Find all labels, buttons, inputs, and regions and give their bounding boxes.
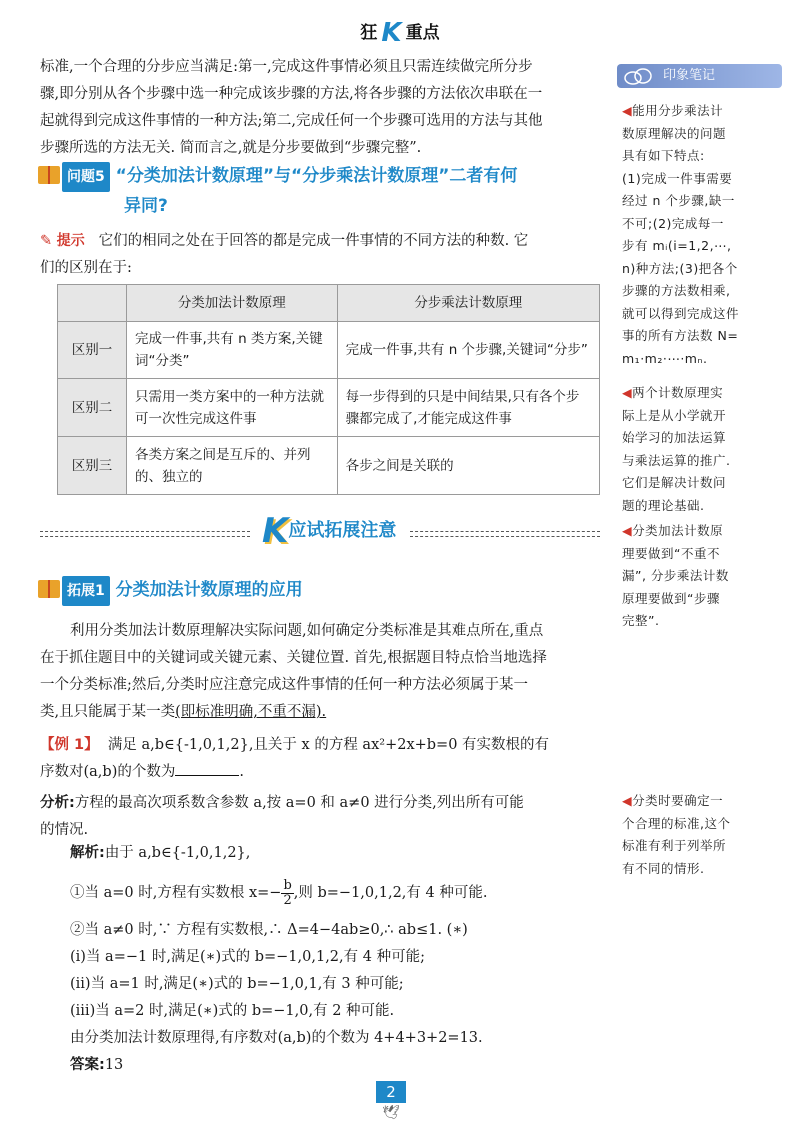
note-line: 有不同的情形. <box>622 860 705 876</box>
ext-line: 在于抓住题目中的关键词或关键元素、关键位置. 首先,根据题目特点恰当地选择 <box>40 650 547 666</box>
note-line: 完整”. <box>622 613 660 628</box>
note-line: (1)完成一件事需要 <box>622 170 733 186</box>
note-line: 原理要做到“步骤 <box>622 590 720 606</box>
note-line: ◀能用分步乘法计 <box>622 103 724 118</box>
note-line: 具有如下特点: <box>622 148 705 163</box>
note-line: 就可以得到完成这件 <box>622 305 740 321</box>
divider-line <box>410 531 600 537</box>
row-label: 区别一 <box>58 322 127 379</box>
extension-title: 分类加法计数原理的应用 <box>115 580 303 600</box>
question-title-line1: “分类加法计数原理”与“分步乘法计数原理”二者有何 <box>115 166 518 186</box>
note-line: n)种方法;(3)把各个 <box>622 260 738 276</box>
arrow-icon: ◀ <box>622 385 633 400</box>
case1-text: ①当 a=0 时,方程有实数根 x=− <box>70 885 282 901</box>
table-cell: 各步之间是关联的 <box>337 437 599 495</box>
solution-case1 <box>70 875 620 911</box>
page-number: 2 <box>376 1081 406 1103</box>
cloud-icon <box>623 66 653 86</box>
arrow-icon: ◀ <box>622 523 633 538</box>
tip-label: 提示 <box>56 233 85 249</box>
fraction-numerator: b <box>283 877 292 893</box>
row-label: 区别二 <box>58 379 127 437</box>
question-title-line2: 异同? <box>124 196 168 216</box>
answer-blank <box>175 775 239 776</box>
note-line: 题的理论基础. <box>622 497 705 513</box>
bird-icon: 🕊 <box>382 1105 400 1121</box>
note-line: 它们是解决计数问 <box>622 475 727 490</box>
ext-line: 利用分类加法计数原理解决实际问题,如何确定分类标准是其难点所在,重点 <box>70 623 544 639</box>
table-row <box>58 379 600 437</box>
table-cell: 各类方案之间是互斥的、并列的、独立的 <box>127 437 338 495</box>
fraction-denominator: 2 <box>283 892 292 908</box>
table-header-cell <box>58 285 127 322</box>
note-line: ◀分类加法计数原 <box>622 523 724 538</box>
analysis-line1: 方程的最高次项系数含参数 a,按 a=0 和 a≠0 进行分类,列出所有可能 <box>74 795 524 811</box>
k-logo: K <box>381 18 402 48</box>
solution-sub1: (ⅰ)当 a=−1 时,满足(∗)式的 b=−1,0,1,2,有 4 种可能; <box>70 949 425 965</box>
note-line: 漏”, 分步乘法计数 <box>622 568 729 583</box>
sidebar-header <box>617 64 782 88</box>
note-line: 个合理的标准,这个 <box>622 815 731 831</box>
table-row <box>58 437 600 495</box>
fraction <box>281 879 293 908</box>
note-line: 理要做到“不重不 <box>622 545 720 561</box>
note-line: 步有 mᵢ(i=1,2,⋯, <box>622 238 732 253</box>
underlined-text: (即标准明确,不重不漏). <box>175 704 327 720</box>
ext-line: 类,且只能属于某一类(即标准明确,不重不漏). <box>40 704 327 720</box>
analysis-line2: 的情况. <box>40 822 89 838</box>
table-row <box>58 322 600 379</box>
analysis-block <box>40 790 620 844</box>
table-cell: 完成一件事,共有 n 个步骤,关键词“分步” <box>337 322 599 379</box>
book-icon <box>38 580 60 598</box>
solution-sub2: (ⅱ)当 a=1 时,满足(∗)式的 b=−1,0,1,有 3 种可能; <box>70 976 404 992</box>
tip-paragraph <box>40 228 620 282</box>
case1-text-end: ,则 b=−1,0,1,2,有 4 种可能. <box>293 885 488 901</box>
arrow-icon: ◀ <box>622 103 633 118</box>
solution-line0: 由于 a,b∈{-1,0,1,2}, <box>104 845 251 861</box>
header-right-text: 重点 <box>405 23 440 43</box>
solution-block <box>70 840 620 1079</box>
running-header <box>0 18 800 48</box>
sidebar-note <box>622 520 782 633</box>
sidebar-note <box>622 790 782 880</box>
note-line: 数原理解决的问题 <box>622 125 727 141</box>
table-header-row <box>58 285 600 322</box>
k-logo: K <box>262 511 289 551</box>
note-line: 不可;(2)完成每一 <box>622 215 724 231</box>
note-line: 际上是从小学就开 <box>622 407 727 423</box>
row-label: 区别三 <box>58 437 127 495</box>
intro-line: 起就得到完成这件事情的一种方法;第二,完成任何一个步骤可选用的方法与其他 <box>40 113 543 129</box>
note-line: ◀两个计数原理实 <box>622 385 724 400</box>
note-line: 与乘法运算的推广. <box>622 452 731 468</box>
extension-tag: 拓展1 <box>62 576 110 606</box>
table-cell: 完成一件事,共有 n 类方案,关键词“分类” <box>127 322 338 379</box>
solution-sub3: (ⅲ)当 a=2 时,满足(∗)式的 b=−1,0,有 2 种可能. <box>70 1003 395 1019</box>
example-block <box>40 732 620 786</box>
solution-case2: ②当 a≠0 时,∵ 方程有实数根,∴ Δ=4−4ab≥0,∴ ab≤1. (∗) <box>70 922 468 938</box>
tip-line1: 它们的相同之处在于回答的都是完成一件事情的不同方法的种数. 它 <box>98 233 529 249</box>
intro-line: 标准,一个合理的分步应当满足:第一,完成这件事情必须且只需连续做完所分步 <box>40 59 533 75</box>
table-header-cell: 分类加法计数原理 <box>127 285 338 322</box>
intro-line: 步骤所选的方法无关. 简而言之,就是分步要做到“步骤完整”. <box>40 140 422 156</box>
comparison-table-wrap <box>57 284 600 495</box>
arrow-icon: ◀ <box>622 793 633 808</box>
example-tag: 【例 1】 <box>40 737 99 753</box>
example-line2: 序数对(a,b)的个数为 <box>40 764 176 780</box>
extension-paragraph <box>40 618 620 726</box>
table-cell: 每一步得到的只是中间结果,只有各个步骤都完成了,才能完成这件事 <box>337 379 599 437</box>
section-title-text: 应试拓展注意 <box>288 520 397 541</box>
sidebar-title: 印象笔记 <box>663 68 716 83</box>
table-header-cell: 分步乘法计数原理 <box>337 285 599 322</box>
example-line2-end: . <box>239 764 244 780</box>
sidebar-note <box>622 100 782 370</box>
question-heading <box>38 162 618 192</box>
answer-value: 13 <box>104 1057 124 1073</box>
book-icon <box>38 166 60 184</box>
ext-line: 一个分类标准;然后,分类时应注意完成这件事情的任何一种方法必须属于某一 <box>40 677 528 693</box>
divider-line <box>40 531 250 537</box>
note-line: 标准有利于列举所 <box>622 838 727 853</box>
table-cell: 只需用一类方案中的一种方法就可一次性完成这件事 <box>127 379 338 437</box>
intro-paragraph <box>40 54 620 162</box>
note-line: ◀分类时要确定一 <box>622 793 724 808</box>
analysis-label: 分析: <box>40 795 75 811</box>
pen-icon: ✎ <box>40 233 53 249</box>
solution-label: 解析: <box>70 845 105 861</box>
intro-line: 骤,即分别从各个步骤中选一种完成该步骤的方法,将各步骤的方法依次串联在一 <box>40 86 543 102</box>
solution-conclusion: 由分类加法计数原理得,有序数对(a,b)的个数为 4+4+3+2=13. <box>70 1030 483 1046</box>
header-left-text: 狂 <box>360 23 378 43</box>
note-line: 经过 n 个步骤,缺一 <box>622 193 735 208</box>
note-line: 事的所有方法数 N= <box>622 328 739 343</box>
note-line: 步骤的方法数相乘, <box>622 283 731 298</box>
section-divider <box>40 511 600 551</box>
question-tag: 问题5 <box>62 162 110 192</box>
example-line1: 满足 a,b∈{-1,0,1,2},且关于 x 的方程 ax²+2x+b=0 有实数根的有 <box>107 737 550 753</box>
answer-label: 答案: <box>70 1057 105 1073</box>
extension-heading <box>38 576 303 606</box>
note-line: 始学习的加法运算 <box>622 430 727 445</box>
note-line: m₁·m₂·⋯·mₙ. <box>622 350 708 366</box>
comparison-table <box>57 284 600 495</box>
sidebar-note <box>622 382 782 517</box>
section-title <box>262 511 396 551</box>
tip-line2: 们的区别在于: <box>40 260 132 276</box>
